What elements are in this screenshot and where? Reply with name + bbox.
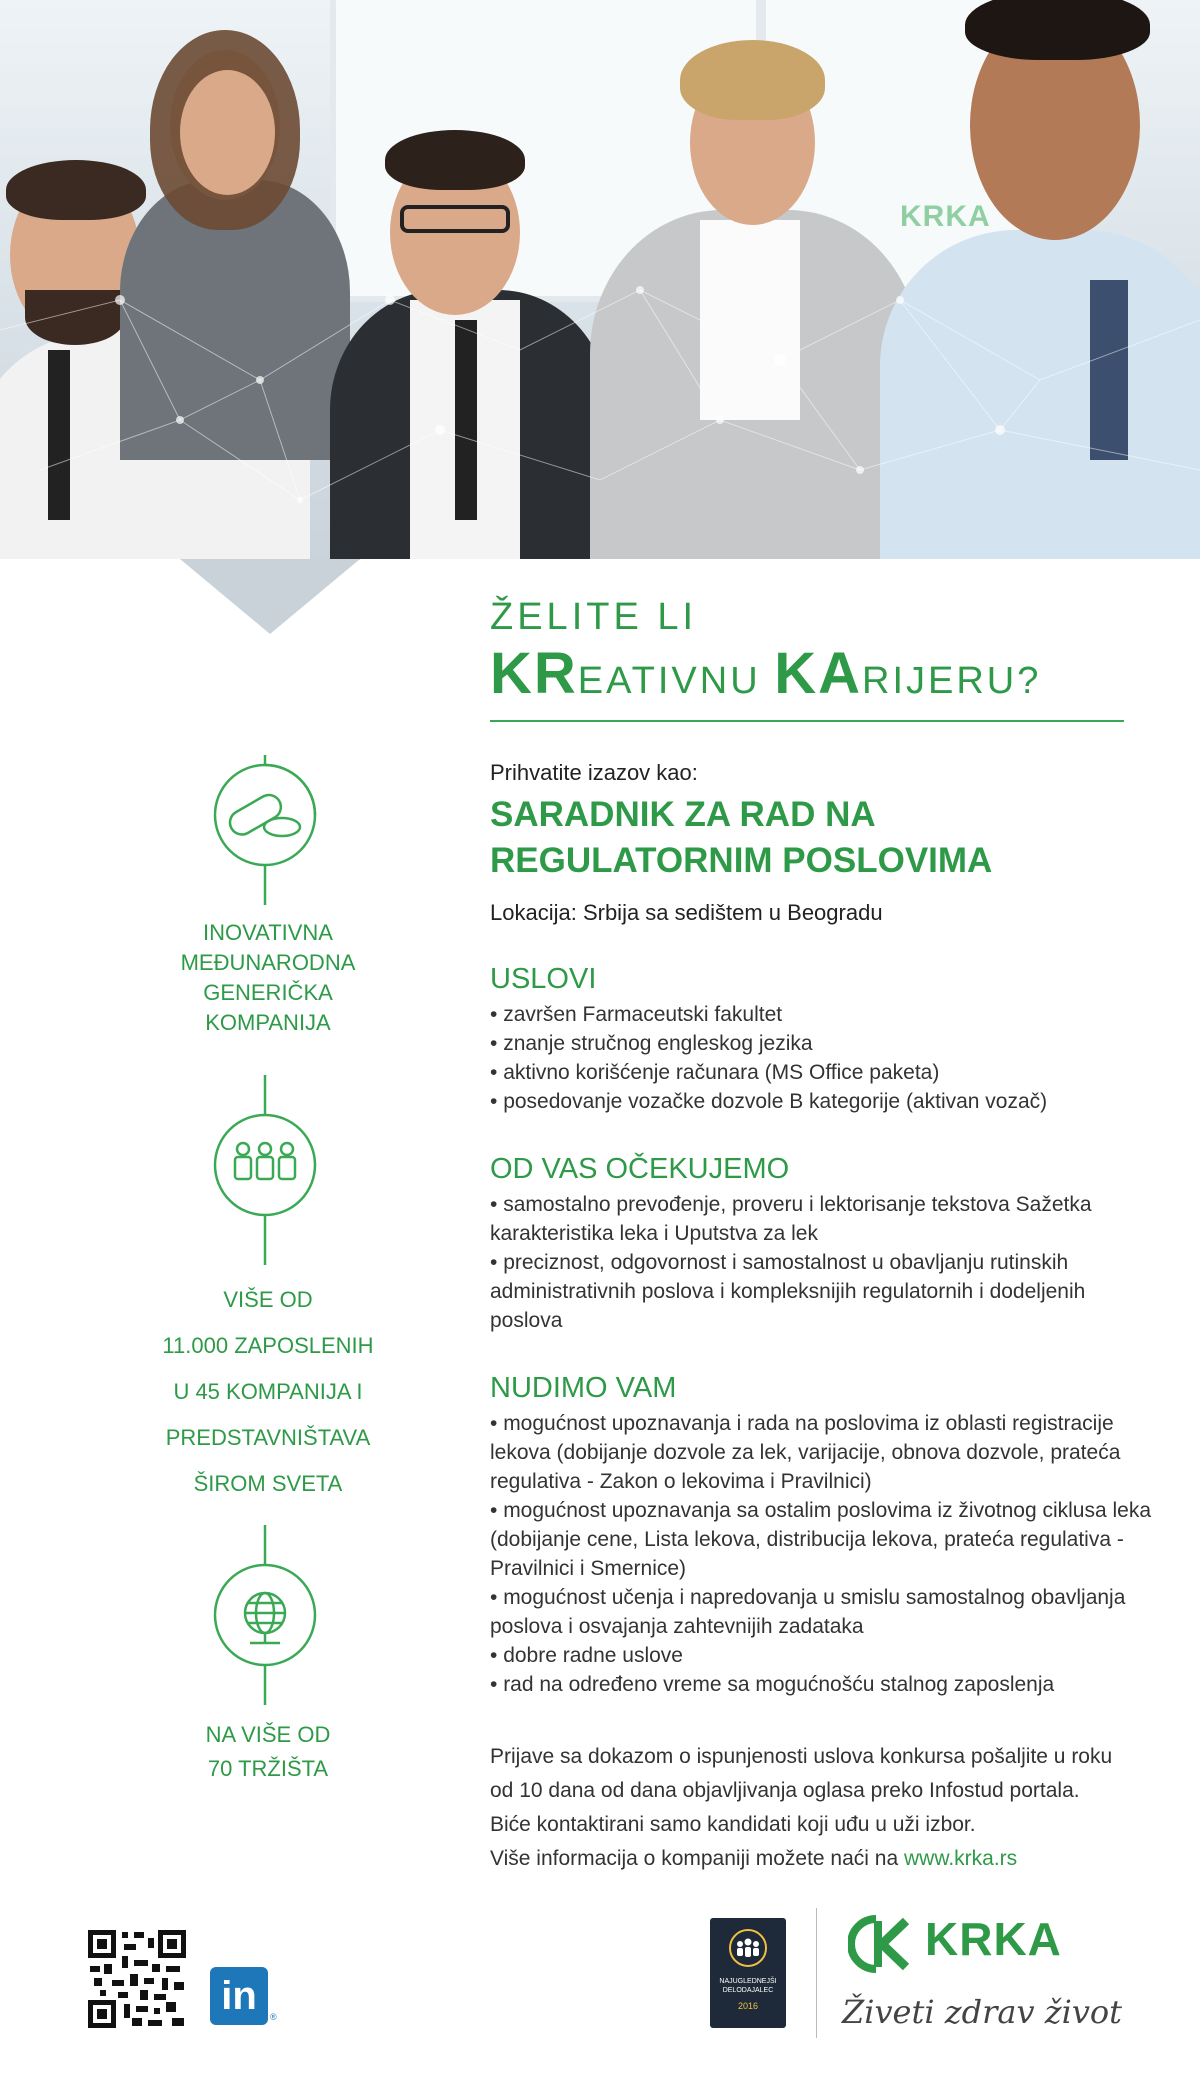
headline-kr-rest: EATIVNU — [577, 660, 761, 702]
headline-kr: KR — [490, 641, 578, 706]
list-item: • mogućnost učenja i napredovanja u smislu samostalnog obavljanja poslova i osvajanja zahtevnijih zadataka — [490, 1583, 1160, 1641]
sidebar-line: VIŠE OD — [223, 1287, 313, 1312]
krka-logo-icon — [848, 1915, 918, 1973]
employer-award-badge — [710, 1918, 786, 2028]
headline-ka: KA — [774, 641, 862, 706]
application-line: od 10 dana od dana objavljivanja oglasa preko Infostud portala. — [490, 1779, 1080, 1802]
headline-divider — [490, 720, 1124, 722]
list-item: • dobre radne uslove — [490, 1641, 1160, 1670]
headline-ka-rest: RIJERU? — [862, 660, 1042, 702]
badge-line2: DELODAJALEC — [722, 1987, 774, 1994]
sidebar-text-employees — [148, 1277, 388, 1507]
job-location: Lokacija: Srbija sa sedištem u Beogradu — [490, 900, 883, 925]
sidebar-line: PREDSTAVNIŠTAVA — [165, 1425, 371, 1450]
website-link[interactable]: www.krka.rs — [904, 1847, 1018, 1870]
list-item: • mogućnost upoznavanja i rada na poslovima iz oblasti registracije lekova (dobijanje dozvole za lek, varijacije, obnova dozvole, prateća regulativa - Zakon o lekovima i Pravilnici) — [490, 1409, 1160, 1496]
list-item: • završen Farmaceutski fakultet — [490, 1000, 1160, 1029]
globe-icon — [210, 1525, 325, 1705]
list-item: • preciznost, odgovornost i samostalnost u obavljanju rutinskih administrativnih poslova i kompleksnijih regulatornih i dodeljenih poslova — [490, 1248, 1160, 1335]
krka-tagline: Živeti zdrav život — [842, 1993, 1123, 2031]
more-info-text: Više informacija o kompaniji možete naći na — [490, 1847, 899, 1870]
list-ocekujemo — [490, 1190, 1160, 1335]
job-title — [490, 792, 1140, 884]
badge-year: 2016 — [737, 2001, 759, 2011]
list-item: • znanje stručnog engleskog jezika — [490, 1029, 1160, 1058]
headline-line2 — [490, 640, 1041, 707]
headline-line1: ŽELITE LI — [490, 596, 698, 638]
hero-photo — [0, 0, 1200, 560]
sidebar-text-markets — [148, 1718, 388, 1786]
sidebar-line: GENERIČKA — [203, 980, 333, 1005]
sidebar-line: 70 TRŽIŠTA — [207, 1756, 329, 1781]
application-info — [490, 1740, 1170, 1876]
award-people-icon — [728, 1928, 768, 1968]
logo-divider — [816, 1908, 817, 2038]
sidebar-line: KOMPANIJA — [205, 1010, 331, 1035]
job-title-line2: REGULATORNIM POSLOVIMA — [490, 841, 993, 880]
list-item: • posedovanje vozačke dozvole B kategorije (aktivan vozač) — [490, 1087, 1160, 1116]
badge-line1: NAJUGLEDNEJŠI — [719, 1978, 777, 1985]
registered-mark: ® — [270, 2012, 277, 2022]
sidebar-line: 11.000 ZAPOSLENIH — [162, 1333, 374, 1358]
section-heading-uslovi: USLOVI — [490, 963, 597, 995]
section-heading-ocekujemo: OD VAS OČEKUJEMO — [490, 1153, 790, 1185]
sidebar-line: MEĐUNARODNA — [180, 950, 356, 975]
job-title-line1: SARADNIK ZA RAD NA — [490, 795, 876, 834]
list-uslovi — [490, 1000, 1160, 1116]
application-line: Biće kontaktirani samo kandidati koji uđu u uži izbor. — [490, 1813, 976, 1836]
krka-brand-name: KRKA — [925, 1913, 1062, 1965]
network-overlay — [0, 0, 1200, 560]
list-item: • mogućnost upoznavanja sa ostalim poslovima iz životnog ciklusa leka (dobijanje cene, Lista lekova, distribucija lekova, prateća regulativa - Pravilnici i Smernice) — [490, 1496, 1160, 1583]
list-nudimo — [490, 1409, 1160, 1699]
linkedin-icon[interactable]: in — [210, 1967, 268, 2025]
people-icon — [210, 1075, 325, 1265]
sidebar-line: INOVATIVNA — [203, 920, 333, 945]
list-item: • aktivno korišćenje računara (MS Office paketa) — [490, 1058, 1160, 1087]
list-item: • rad na određeno vreme sa mogućnošću stalnog zaposlenja — [490, 1670, 1160, 1699]
hero-watermark-logo: KRKA — [900, 200, 991, 233]
qr-code-icon[interactable] — [88, 1930, 186, 2028]
application-line — [490, 1842, 1170, 1876]
section-heading-nudimo: NUDIMO VAM — [490, 1372, 677, 1404]
pills-icon — [210, 755, 325, 905]
sidebar-line: U 45 KOMPANIJA I — [173, 1379, 363, 1404]
job-intro: Prihvatite izazov kao: — [490, 760, 698, 785]
sidebar-line: ŠIROM SVETA — [193, 1471, 343, 1496]
sidebar-line: NA VIŠE OD — [205, 1722, 331, 1747]
sidebar-text-company — [148, 918, 388, 1038]
application-line: Prijave sa dokazom o ispunjenosti uslova konkursa pošaljite u roku — [490, 1745, 1113, 1768]
list-item: • samostalno prevođenje, proveru i lektorisanje tekstova Sažetka karakteristika leka i Uputstva za lek — [490, 1190, 1160, 1248]
